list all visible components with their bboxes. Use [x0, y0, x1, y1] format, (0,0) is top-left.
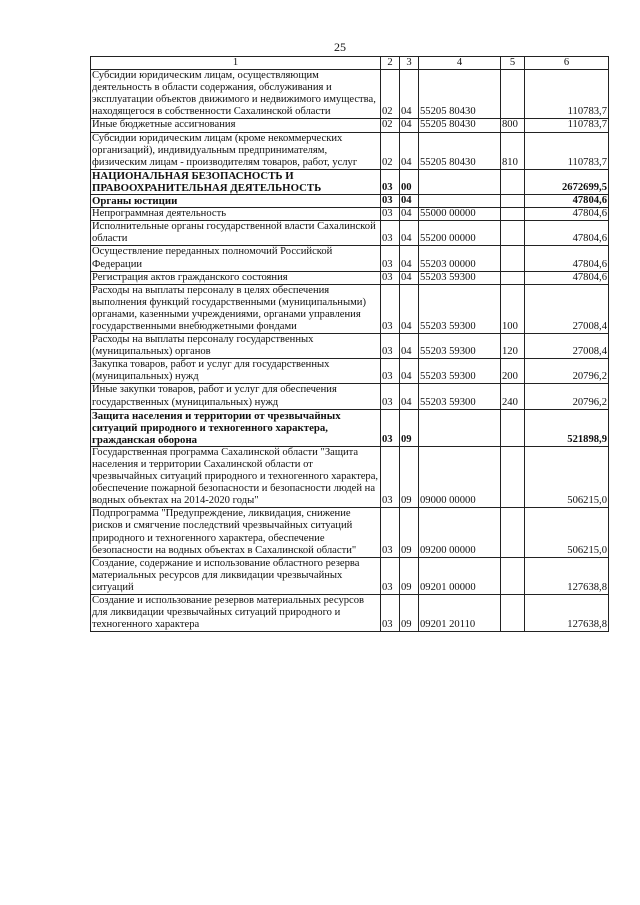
- column-header-expense-type: 5: [501, 57, 525, 70]
- row-section-code: 03: [381, 195, 400, 208]
- row-amount: 47804,6: [525, 195, 609, 208]
- table-header-row: [91, 57, 609, 70]
- row-expense-type: [501, 595, 525, 632]
- row-amount: 110783,7: [525, 70, 609, 119]
- page-number: 25: [334, 40, 346, 54]
- row-section-code: 03: [381, 446, 400, 507]
- row-name: НАЦИОНАЛЬНАЯ БЕЗОПАСНОСТЬ И ПРАВООХРАНИТЕЛЬНАЯ ДЕЯТЕЛЬНОСТЬ: [91, 169, 381, 194]
- row-expense-type: [501, 208, 525, 221]
- row-amount: 47804,6: [525, 271, 609, 284]
- row-amount: 27008,4: [525, 334, 609, 359]
- row-subsection-code: 09: [400, 557, 419, 594]
- row-expense-type: [501, 246, 525, 271]
- row-expense-type: [501, 70, 525, 119]
- column-header-target-article: 4: [419, 57, 501, 70]
- row-subsection-code: 04: [400, 334, 419, 359]
- table-row: [91, 595, 609, 632]
- row-target-article: [419, 195, 501, 208]
- row-name: Субсидии юридическим лицам (кроме некоммерческих организаций), индивидуальным предпринимателям, физическим лицам - производителям товаров, работ, услуг: [91, 132, 381, 169]
- row-expense-type: 120: [501, 334, 525, 359]
- row-amount: 127638,8: [525, 595, 609, 632]
- row-subsection-code: 04: [400, 132, 419, 169]
- row-target-article: 55200 00000: [419, 221, 501, 246]
- row-subsection-code: 04: [400, 70, 419, 119]
- row-expense-type: 100: [501, 284, 525, 333]
- row-expense-type: [501, 409, 525, 446]
- row-target-article: [419, 169, 501, 194]
- table-row: [91, 446, 609, 507]
- table-row: [91, 284, 609, 333]
- row-name: Исполнительные органы государственной власти Сахалинской области: [91, 221, 381, 246]
- row-amount: 506215,0: [525, 508, 609, 557]
- row-subsection-code: 04: [400, 271, 419, 284]
- row-target-article: 55203 59300: [419, 334, 501, 359]
- row-expense-type: [501, 557, 525, 594]
- table-row: [91, 359, 609, 384]
- row-subsection-code: 04: [400, 359, 419, 384]
- table-row: [91, 221, 609, 246]
- row-name: Расходы на выплаты персоналу государственных (муниципальных) органов: [91, 334, 381, 359]
- row-name: Субсидии юридическим лицам, осуществляющим деятельность в области содержания, обслуживания и эксплуатации объектов движимого и недвижимого имущества, находящегося в собственности Сахалинской области: [91, 70, 381, 119]
- table-row: [91, 409, 609, 446]
- row-target-article: 55205 80430: [419, 132, 501, 169]
- row-amount: 20796,2: [525, 384, 609, 409]
- row-expense-type: [501, 508, 525, 557]
- row-target-article: 55205 80430: [419, 119, 501, 132]
- row-section-code: 03: [381, 508, 400, 557]
- row-name: Расходы на выплаты персоналу в целях обеспечения выполнения функций государственными (муниципальными) органами, казенными учреждениями, органами управления государственными внебюджетными фондами: [91, 284, 381, 333]
- row-name: Органы юстиции: [91, 195, 381, 208]
- table-row: [91, 195, 609, 208]
- row-name: Регистрация актов гражданского состояния: [91, 271, 381, 284]
- row-target-article: 55203 59300: [419, 359, 501, 384]
- row-name: Иные бюджетные ассигнования: [91, 119, 381, 132]
- table-row: [91, 119, 609, 132]
- row-amount: 506215,0: [525, 446, 609, 507]
- row-amount: 110783,7: [525, 119, 609, 132]
- row-target-article: 09201 20110: [419, 595, 501, 632]
- row-section-code: 03: [381, 246, 400, 271]
- row-section-code: 03: [381, 284, 400, 333]
- row-subsection-code: 09: [400, 446, 419, 507]
- row-section-code: 02: [381, 119, 400, 132]
- row-amount: 20796,2: [525, 359, 609, 384]
- row-expense-type: 240: [501, 384, 525, 409]
- row-subsection-code: 04: [400, 384, 419, 409]
- row-target-article: [419, 409, 501, 446]
- row-name: Создание и использование резервов материальных ресурсов для ликвидации чрезвычайных ситуаций природного и техногенного характера: [91, 595, 381, 632]
- row-subsection-code: 04: [400, 246, 419, 271]
- table-row: [91, 271, 609, 284]
- row-expense-type: 200: [501, 359, 525, 384]
- row-name: Защита населения и территории от чрезвычайных ситуаций природного и техногенного характера, гражданская оборона: [91, 409, 381, 446]
- row-section-code: 03: [381, 169, 400, 194]
- row-section-code: 03: [381, 409, 400, 446]
- row-expense-type: 800: [501, 119, 525, 132]
- row-amount: 110783,7: [525, 132, 609, 169]
- row-subsection-code: 04: [400, 284, 419, 333]
- table-row: [91, 70, 609, 119]
- row-section-code: 03: [381, 595, 400, 632]
- column-header-amount: 6: [525, 57, 609, 70]
- row-target-article: 55203 59300: [419, 271, 501, 284]
- row-name: Государственная программа Сахалинской области "Защита населения и территории Сахалинской области от чрезвычайных ситуаций природного и техногенного характера, обеспечение пожарной безопасности и безопасности людей на водных объектах на 2014-2020 годы": [91, 446, 381, 507]
- column-header-section: 2: [381, 57, 400, 70]
- row-subsection-code: 04: [400, 208, 419, 221]
- row-section-code: 02: [381, 70, 400, 119]
- row-amount: 521898,9: [525, 409, 609, 446]
- table-row: [91, 246, 609, 271]
- table-row: [91, 557, 609, 594]
- row-expense-type: [501, 221, 525, 246]
- row-amount: 27008,4: [525, 284, 609, 333]
- row-name: Иные закупки товаров, работ и услуг для обеспечения государственных (муниципальных) нужд: [91, 384, 381, 409]
- row-target-article: 55203 00000: [419, 246, 501, 271]
- column-header-name: 1: [91, 57, 381, 70]
- row-amount: 127638,8: [525, 557, 609, 594]
- row-amount: 2672699,5: [525, 169, 609, 194]
- row-target-article: 55203 59300: [419, 284, 501, 333]
- table-row: [91, 384, 609, 409]
- row-name: Подпрограмма "Предупреждение, ликвидация, снижение рисков и смягчение последствий чрезвычайных ситуаций природного и техногенного характера, обеспечение безопасности на водных объектах в Сахалинской области": [91, 508, 381, 557]
- table-row: [91, 132, 609, 169]
- row-subsection-code: 00: [400, 169, 419, 194]
- row-amount: 47804,6: [525, 208, 609, 221]
- row-subsection-code: 04: [400, 119, 419, 132]
- row-target-article: 09201 00000: [419, 557, 501, 594]
- column-header-subsection: 3: [400, 57, 419, 70]
- row-name: Создание, содержание и использование областного резерва материальных ресурсов для ликвидации чрезвычайных ситуаций: [91, 557, 381, 594]
- row-section-code: 03: [381, 334, 400, 359]
- row-section-code: 03: [381, 221, 400, 246]
- row-subsection-code: 09: [400, 595, 419, 632]
- row-section-code: 03: [381, 271, 400, 284]
- table-row: [91, 208, 609, 221]
- row-name: Непрограммная деятельность: [91, 208, 381, 221]
- row-section-code: 03: [381, 359, 400, 384]
- row-subsection-code: 09: [400, 409, 419, 446]
- table-row: [91, 508, 609, 557]
- row-section-code: 03: [381, 208, 400, 221]
- row-expense-type: [501, 195, 525, 208]
- row-subsection-code: 09: [400, 508, 419, 557]
- table-row: [91, 169, 609, 194]
- row-target-article: 09200 00000: [419, 508, 501, 557]
- row-expense-type: [501, 169, 525, 194]
- row-expense-type: [501, 271, 525, 284]
- row-name: Осуществление переданных полномочий Российской Федерации: [91, 246, 381, 271]
- row-target-article: 55203 59300: [419, 384, 501, 409]
- row-target-article: 55205 80430: [419, 70, 501, 119]
- row-expense-type: 810: [501, 132, 525, 169]
- budget-table: [90, 56, 609, 632]
- row-target-article: 55000 00000: [419, 208, 501, 221]
- row-amount: 47804,6: [525, 221, 609, 246]
- row-subsection-code: 04: [400, 221, 419, 246]
- table-row: [91, 334, 609, 359]
- row-section-code: 02: [381, 132, 400, 169]
- row-amount: 47804,6: [525, 246, 609, 271]
- row-section-code: 03: [381, 384, 400, 409]
- row-name: Закупка товаров, работ и услуг для государственных (муниципальных) нужд: [91, 359, 381, 384]
- row-expense-type: [501, 446, 525, 507]
- row-target-article: 09000 00000: [419, 446, 501, 507]
- row-section-code: 03: [381, 557, 400, 594]
- row-subsection-code: 04: [400, 195, 419, 208]
